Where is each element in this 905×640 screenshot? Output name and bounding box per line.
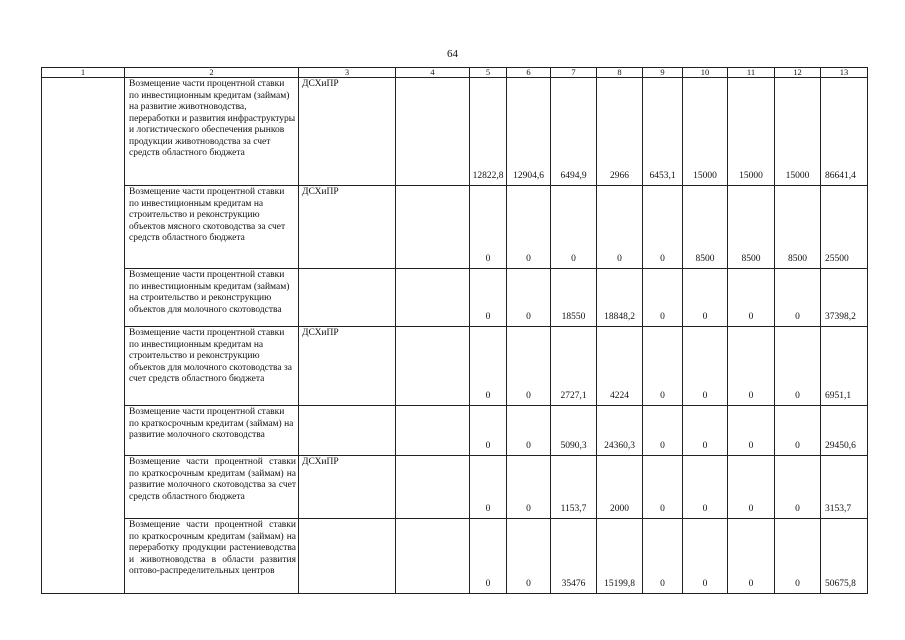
value-cell: 0 — [683, 456, 728, 519]
value-cell: 0 — [470, 406, 507, 456]
section-number-cell — [42, 78, 125, 594]
value-cell: 35476 — [551, 519, 597, 594]
header-cell: 6 — [507, 68, 551, 78]
value-cell: 0 — [728, 406, 775, 456]
value-cell: 24360,3 — [597, 406, 643, 456]
value-cell: 0 — [683, 327, 728, 406]
budget-table — [41, 67, 868, 594]
source-cell — [396, 519, 470, 594]
value-cell: 15199,8 — [597, 519, 643, 594]
executor-cell — [299, 406, 396, 456]
value-cell: 2000 — [597, 456, 643, 519]
executor-cell: ДСХиПР — [299, 186, 396, 269]
source-cell — [396, 406, 470, 456]
value-cell: 12904,6 — [507, 78, 551, 186]
executor-cell — [299, 519, 396, 594]
value-cell: 1153,7 — [551, 456, 597, 519]
value-cell: 0 — [728, 269, 775, 327]
header-cell: 1 — [42, 68, 125, 78]
value-cell: 0 — [683, 406, 728, 456]
value-cell: 6494,9 — [551, 78, 597, 186]
value-cell: 0 — [775, 456, 821, 519]
value-cell: 5090,3 — [551, 406, 597, 456]
header-cell: 9 — [643, 68, 683, 78]
header-cell: 12 — [775, 68, 821, 78]
total-cell: 3153,7 — [821, 456, 868, 519]
measure-description: Возмещение части процентной ставки по инвестиционным кредитам на строительство и реконструкцию объектов для молочного скотоводства за счет средств областного бюджета — [125, 327, 299, 406]
executor-cell: ДСХиПР — [299, 456, 396, 519]
header-cell: 2 — [125, 68, 299, 78]
value-cell: 0 — [470, 269, 507, 327]
value-cell: 0 — [728, 456, 775, 519]
table-row — [42, 186, 868, 269]
table-row — [42, 269, 868, 327]
value-cell: 0 — [470, 456, 507, 519]
source-cell — [396, 78, 470, 186]
measure-description: Возмещение части процентной ставки по краткосрочным кредитам (займам) на развитие молочного скотоводства — [125, 406, 299, 456]
value-cell: 0 — [775, 519, 821, 594]
header-cell: 5 — [470, 68, 507, 78]
total-cell: 29450,6 — [821, 406, 868, 456]
value-cell: 4224 — [597, 327, 643, 406]
value-cell: 0 — [683, 269, 728, 327]
value-cell: 8500 — [728, 186, 775, 269]
header-cell: 10 — [683, 68, 728, 78]
value-cell: 0 — [507, 519, 551, 594]
value-cell: 0 — [643, 456, 683, 519]
measure-description: Возмещение части процентной ставки по инвестиционным кредитам (займам) на развитие животноводства, переработки и развития инфраструктуры и логистического обеспечения рынков продукции животноводства за счет средств областного бюджета — [125, 78, 299, 186]
value-cell: 0 — [643, 519, 683, 594]
source-cell — [396, 269, 470, 327]
table-row — [42, 327, 868, 406]
value-cell: 2727,1 — [551, 327, 597, 406]
value-cell: 2966 — [597, 78, 643, 186]
value-cell: 0 — [728, 519, 775, 594]
value-cell: 15000 — [775, 78, 821, 186]
source-cell — [396, 186, 470, 269]
value-cell: 0 — [775, 406, 821, 456]
value-cell: 8500 — [775, 186, 821, 269]
source-cell — [396, 327, 470, 406]
value-cell: 0 — [728, 327, 775, 406]
total-cell: 6951,1 — [821, 327, 868, 406]
value-cell: 0 — [643, 406, 683, 456]
value-cell: 0 — [643, 327, 683, 406]
value-cell: 8500 — [683, 186, 728, 269]
value-cell: 0 — [597, 186, 643, 269]
executor-cell — [299, 269, 396, 327]
value-cell: 15000 — [683, 78, 728, 186]
header-cell: 8 — [597, 68, 643, 78]
value-cell: 0 — [775, 327, 821, 406]
table-row — [42, 519, 868, 594]
measure-description: Возмещение части процентной ставки по краткосрочным кредитам (займам) на переработку продукции растениеводства и животноводства в области развития оптово-распределительных центров — [125, 519, 299, 594]
value-cell: 0 — [507, 269, 551, 327]
total-cell: 37398,2 — [821, 269, 868, 327]
value-cell: 12822,8 — [470, 78, 507, 186]
header-row — [42, 68, 868, 78]
total-cell: 25500 — [821, 186, 868, 269]
value-cell: 0 — [643, 269, 683, 327]
value-cell: 0 — [470, 186, 507, 269]
value-cell: 6453,1 — [643, 78, 683, 186]
header-cell: 4 — [396, 68, 470, 78]
table-row — [42, 406, 868, 456]
header-cell: 13 — [821, 68, 868, 78]
page-number: 64 — [447, 48, 458, 60]
total-cell: 50675,8 — [821, 519, 868, 594]
value-cell: 0 — [470, 519, 507, 594]
value-cell: 0 — [507, 186, 551, 269]
value-cell: 18848,2 — [597, 269, 643, 327]
header-cell: 11 — [728, 68, 775, 78]
source-cell — [396, 456, 470, 519]
table-row — [42, 456, 868, 519]
value-cell: 0 — [507, 406, 551, 456]
value-cell: 0 — [683, 519, 728, 594]
table-row — [42, 78, 868, 186]
measure-description: Возмещение части процентной ставки по краткосрочным кредитам (займам) на развитие молочного скотоводства за счет средств областного бюджета — [125, 456, 299, 519]
header-cell: 7 — [551, 68, 597, 78]
total-cell: 86641,4 — [821, 78, 868, 186]
value-cell: 18550 — [551, 269, 597, 327]
measure-description: Возмещение части процентной ставки по инвестиционным кредитам на строительство и реконструкцию объектов мясного скотоводства за счет средств областного бюджета — [125, 186, 299, 269]
value-cell: 0 — [775, 269, 821, 327]
value-cell: 0 — [507, 456, 551, 519]
executor-cell: ДСХиПР — [299, 327, 396, 406]
value-cell: 0 — [470, 327, 507, 406]
value-cell: 0 — [643, 186, 683, 269]
header-cell: 3 — [299, 68, 396, 78]
value-cell: 15000 — [728, 78, 775, 186]
executor-cell: ДСХиПР — [299, 78, 396, 186]
value-cell: 0 — [507, 327, 551, 406]
value-cell: 0 — [551, 186, 597, 269]
measure-description: Возмещение части процентной ставки по инвестиционным кредитам (займам) на строительство и реконструкцию объектов для молочного скотоводства — [125, 269, 299, 327]
